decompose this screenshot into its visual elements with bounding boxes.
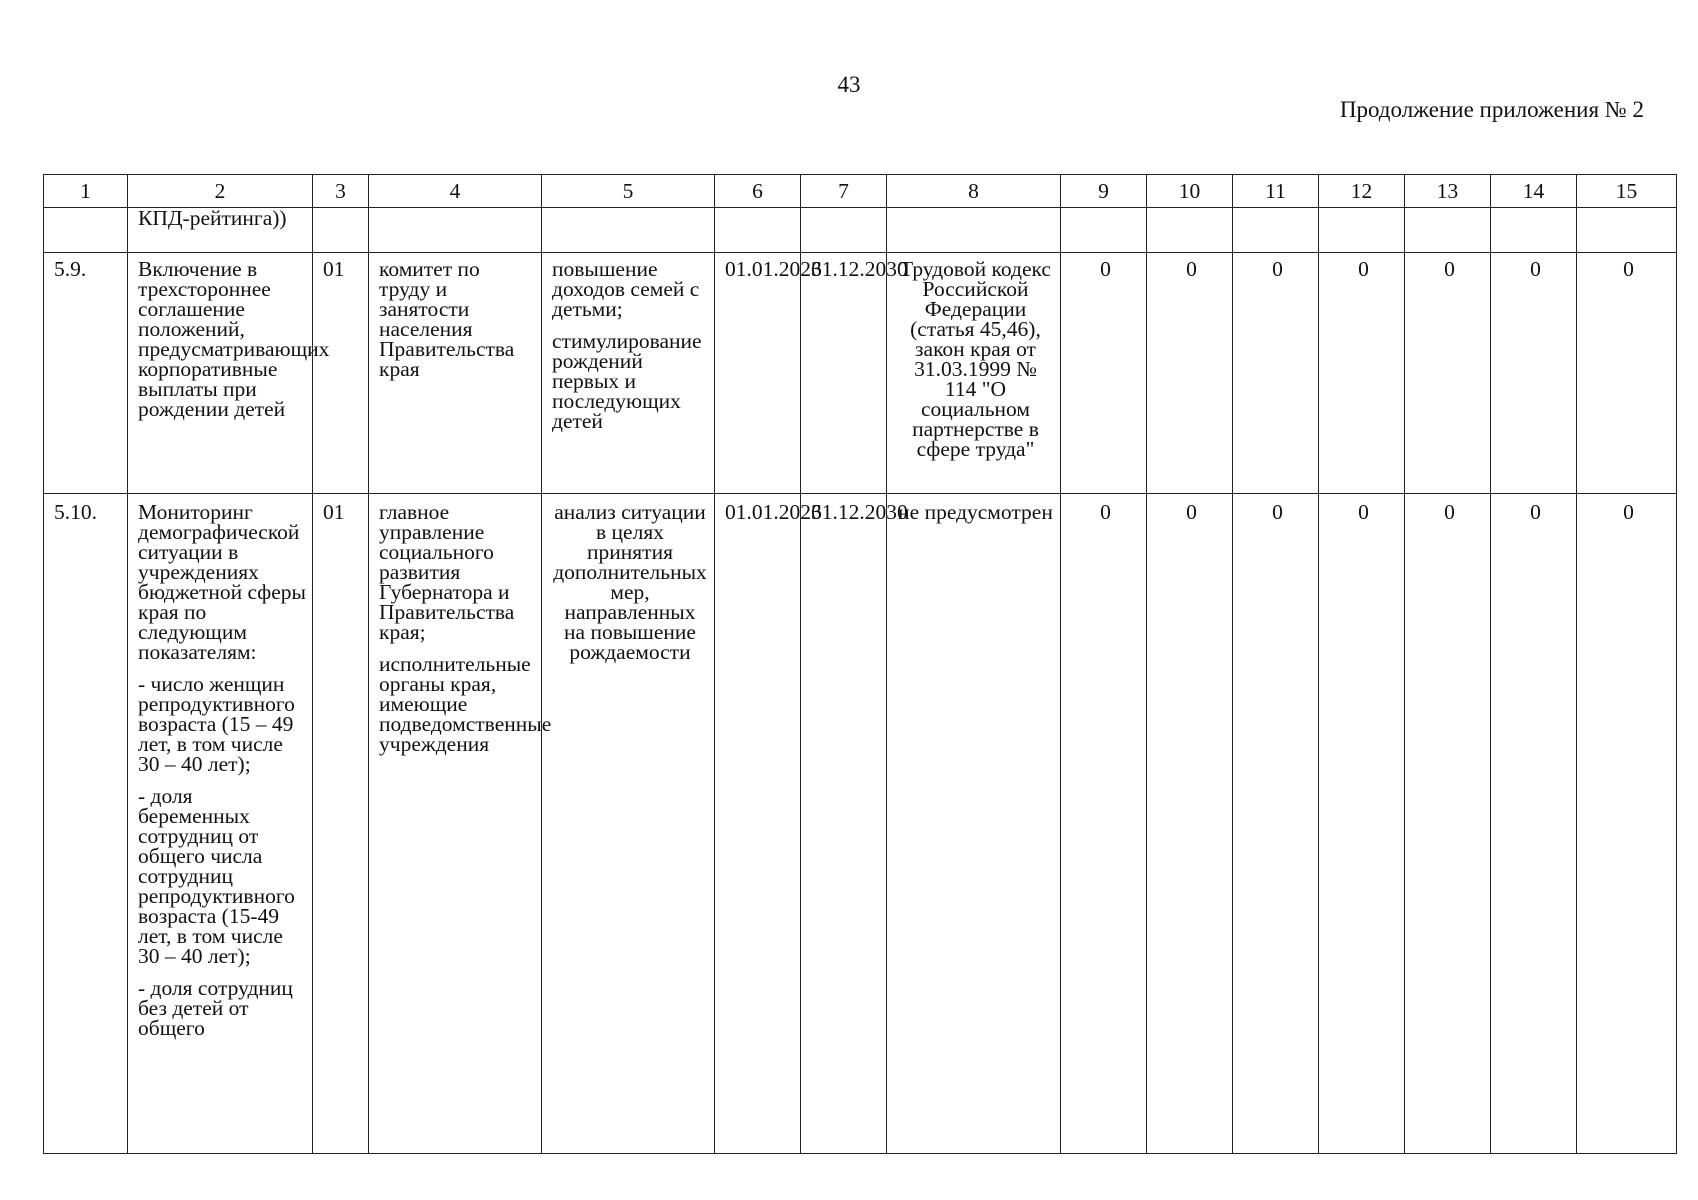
table-cell [1319, 208, 1405, 253]
measure-name-continuation: КПД-рейтинга)) [128, 208, 313, 253]
value-cell: 0 [1061, 494, 1147, 1154]
value-cell: 0 [1147, 494, 1233, 1154]
value-cell: 0 [1319, 494, 1405, 1154]
measure-executor [369, 494, 552, 1154]
value-cell: 0 [1061, 253, 1147, 494]
page-number: 43 [837, 72, 861, 97]
value-cell: 0 [1577, 494, 1677, 1154]
executor-text: исполнительные органы края, имеющие подведомственные учреждения [379, 652, 552, 756]
value-cell: 0 [1491, 494, 1577, 1154]
column-number: 12 [1319, 175, 1405, 208]
legal-basis: не предусмотрен [887, 494, 1061, 1154]
table-row [44, 494, 1677, 1154]
table-cell [369, 208, 542, 253]
measure-name [128, 494, 313, 1154]
value-cell: 0 [1491, 253, 1577, 494]
column-number: 10 [1147, 175, 1233, 208]
measure-code: 01 [313, 494, 369, 1154]
table-cell [1233, 208, 1319, 253]
table-cell [313, 208, 369, 253]
column-number: 9 [1061, 175, 1147, 208]
measure-executor [369, 253, 542, 494]
executor-text: комитет по труду и занятости населения Правительства края [379, 257, 515, 381]
column-number: 11 [1233, 175, 1319, 208]
table-row [44, 253, 1677, 494]
column-number: 15 [1577, 175, 1677, 208]
value-cell: 0 [1577, 253, 1677, 494]
value-cell: 0 [1233, 253, 1319, 494]
table-cell [1577, 208, 1677, 253]
column-number: 7 [801, 175, 887, 208]
table-cell [801, 208, 887, 253]
column-number: 14 [1491, 175, 1577, 208]
measure-name [128, 253, 330, 494]
measure-code: 01 [313, 253, 369, 494]
column-number: 13 [1405, 175, 1491, 208]
result-text: стимулирование рождений первых и последующих детей [552, 329, 702, 433]
column-number: 6 [715, 175, 801, 208]
indicator-item: - доля сотрудниц без детей от общего [138, 976, 293, 1040]
measure-result [542, 253, 715, 494]
executor-text: главное управление социального развития Губернатора и Правительства края; [379, 500, 515, 644]
appendix-table [43, 174, 1677, 1154]
table-cell [715, 208, 801, 253]
measure-number: 5.10. [44, 494, 128, 1154]
result-text: анализ ситуации в целях принятия дополнительных мер, направленных на повышение рождаемости [553, 500, 707, 664]
column-number: 4 [369, 175, 542, 208]
measure-name-text: Включение в трехстороннее соглашение положений, предусматривающих корпоративные выплаты при рождении детей [138, 257, 330, 421]
value-cell: 0 [1233, 494, 1319, 1154]
column-number: 8 [887, 175, 1061, 208]
measure-number: 5.9. [44, 253, 128, 494]
legal-basis: Трудовой кодекс Российской Федерации (статья 45,46), закон края от 31.03.1999 № 114 "О социальном партнерстве в сфере труда" [887, 253, 1061, 494]
table-cell [1405, 208, 1491, 253]
result-text: повышение доходов семей с детьми; [552, 257, 700, 321]
appendix-continuation-label: Продолжение приложения № 2 [1339, 97, 1644, 122]
table-cell [887, 208, 1061, 253]
table-cell [1147, 208, 1233, 253]
table-cell [1491, 208, 1577, 253]
end-date: 31.12.2030 [801, 494, 887, 1154]
indicator-item: - доля беременных сотрудниц от общего числа сотрудниц репродуктивного возраста (15-49 лет, в том числе 30 – 40 лет); [138, 784, 295, 968]
end-date: 31.12.2030 [801, 253, 887, 494]
measure-name-text: Мониторинг демографической ситуации в учреждениях бюджетной сферы края по следующим показателям: [138, 500, 306, 664]
indicator-item: - число женщин репродуктивного возраста (15 – 49 лет, в том числе 30 – 40 лет); [138, 672, 295, 776]
column-number: 3 [313, 175, 369, 208]
column-number: 5 [542, 175, 715, 208]
column-number: 1 [44, 175, 128, 208]
value-cell: 0 [1147, 253, 1233, 494]
continuation-row [44, 208, 1677, 253]
value-cell: 0 [1405, 494, 1491, 1154]
table-cell [44, 208, 128, 253]
table-cell [542, 208, 715, 253]
value-cell: 0 [1319, 253, 1405, 494]
start-date: 01.01.2026 [715, 494, 801, 1154]
column-number: 2 [128, 175, 313, 208]
start-date: 01.01.2026 [715, 253, 801, 494]
column-number-row [44, 175, 1677, 208]
measure-result [542, 494, 715, 1154]
table-cell [1061, 208, 1147, 253]
value-cell: 0 [1405, 253, 1491, 494]
